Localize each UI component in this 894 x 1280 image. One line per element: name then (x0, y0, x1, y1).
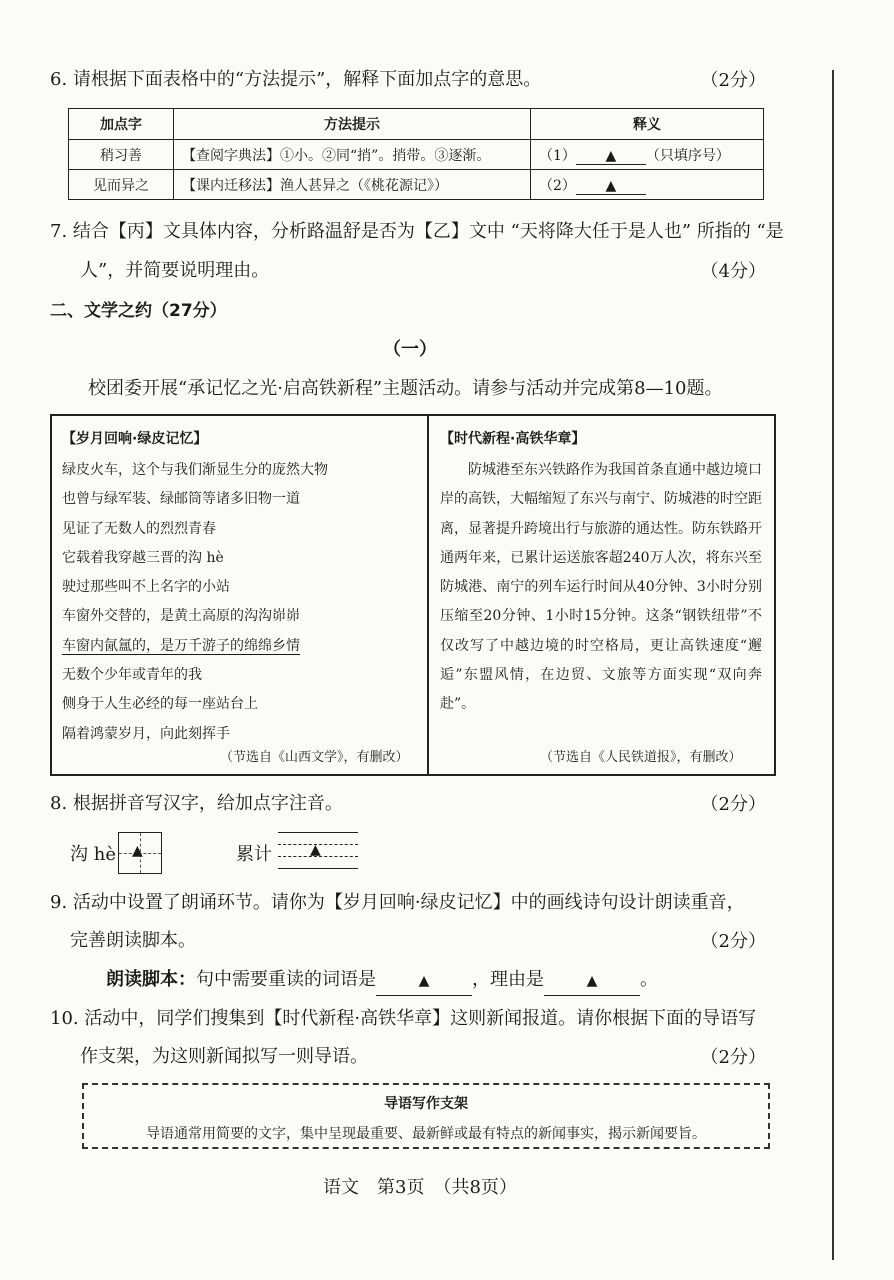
question-9-score: （2分） (700, 931, 766, 952)
question-8-score: （2分） (700, 794, 766, 815)
pinyin-item: 沟 hè (70, 844, 116, 865)
box-divider (427, 416, 429, 774)
method-hint: 【查阅字典法】①小。②同“捎”。捎带。③逐渐。 (174, 140, 531, 170)
question-9-line1: 9. 活动中设置了朗诵环节。请你为【岁月回响·绿皮记忆】中的画线诗句设计朗读重音， (50, 892, 745, 913)
question-6-table (68, 108, 764, 200)
answer-blank[interactable]: ▲ (576, 178, 646, 195)
section-intro: 校团委开展“承记忆之光·启高铁新程”主题活动。请参与活动并完成第8—10题。 (88, 378, 723, 399)
script-end: 。 (640, 969, 658, 990)
question-10-line1: 10. 活动中，同学们搜集到【时代新程·高铁华章】这则新闻报道。请你根据下面的导语写 (50, 1008, 757, 1029)
answer-cell (531, 170, 764, 200)
reading-script (106, 966, 658, 996)
script-text: ，理由是 (472, 969, 544, 990)
scaffold-text: 导语通常用简要的文字，集中呈现最重要、最新鲜或最有特点的新闻事实，揭示新闻要旨。 (146, 1126, 706, 1142)
page-binding-line (832, 70, 834, 1260)
section-sub-title: （一） (383, 339, 437, 360)
script-label: 朗读脚本： (106, 969, 196, 990)
question-7-score: （4分） (700, 261, 766, 282)
answer-cell (531, 140, 764, 170)
page-footer: 语文 第3页 （共8页） (323, 1177, 517, 1198)
question-10-score: （2分） (700, 1047, 766, 1068)
lead-writing-scaffold (82, 1083, 770, 1149)
poem-line: 车窗内氤氲的，是万千游子的绵绵乡情 (62, 637, 300, 654)
poem-line: 见证了无数人的烈烈青春 (62, 520, 216, 537)
dotted-word: 见而异之 (69, 170, 174, 200)
scaffold-title: 导语写作支架 (384, 1096, 468, 1112)
panel-left-source: （节选自《山西文学》，有删改） (220, 750, 409, 765)
answer-prefix: （2） (539, 177, 576, 194)
table-row (69, 140, 764, 170)
pinyin-lines[interactable] (278, 832, 358, 870)
panel-left (62, 426, 417, 749)
material-box (50, 414, 776, 776)
method-hint: 【课内迁移法】渔人甚异之（《桃花源记》） (174, 170, 531, 200)
panel-right (440, 426, 762, 720)
poem-line: 车窗外交替的，是黄土高原的沟沟峁峁 (62, 608, 300, 625)
table-header: 加点字 (69, 109, 174, 140)
question-9-line2: 完善朗读脚本。 (70, 930, 196, 951)
poem-line: 也曾与绿军装、绿邮筒等诸多旧物一道 (62, 491, 300, 508)
question-6-text: 6. 请根据下面表格中的“方法提示”，解释下面加点字的意思。 (50, 69, 542, 90)
section-title: 二、文学之约（27分） (50, 301, 227, 321)
triangle-icon: ▲ (310, 842, 321, 858)
question-6-score: （2分） (700, 70, 766, 91)
poem-line: 它载着我穿越三晋的沟 hè (62, 549, 224, 566)
panel-right-source: （节选自《人民铁道报》，有删改） (540, 750, 742, 765)
poem-line: 隔着鸿蒙岁月，向此刻挥手 (62, 725, 230, 742)
answer-blank[interactable]: ▲ (576, 148, 646, 165)
news-text: 防城港至东兴铁路作为我国首条直通中越边境口岸的高铁，大幅缩短了东兴与南宁、防城港的时空距离，显著提升跨境出行与旅游的通达性。防东铁路开通两年来，已累计运送旅客超240万人次，将东兴至防城港、南宁的列车运行时间从40分钟、3小时分别压缩至20分钟、1小时15分钟。这条“钢铁纽带”不仅改写了中越边境的时空格局，更让高铁速度“邂逅”东盟风情，在边贸、文旅等方面实现“双向奔赴”。 (440, 462, 762, 713)
question-7-line1: 7. 结合【丙】文具体内容，分析路温舒是否为【乙】文中 “天将降大任于是人也” 所指的 “是 (50, 221, 784, 242)
panel-left-title: 【岁月回响·绿皮记忆】 (62, 431, 208, 447)
poem-lines (62, 456, 417, 749)
answer-prefix: （1） (539, 147, 576, 164)
panel-right-title: 【时代新程·高铁华章】 (440, 431, 586, 447)
answer-suffix: （只填序号） (645, 147, 730, 164)
triangle-icon: ▲ (132, 843, 143, 859)
answer-blank[interactable]: ▲ (544, 967, 640, 996)
character-grid[interactable] (118, 832, 162, 874)
poem-line: 无数个少年或青年的我 (62, 667, 202, 684)
answer-blank[interactable]: ▲ (376, 967, 472, 996)
poem-line: 侧身于人生必经的每一座站台上 (62, 696, 258, 713)
question-7-line2: 人”，并简要说明理由。 (80, 260, 270, 281)
dotted-word: 稍习善 (69, 140, 174, 170)
question-10-line2: 作支架，为这则新闻拟写一则导语。 (80, 1046, 368, 1067)
table-header: 释义 (531, 109, 764, 140)
phonetic-item: 累计 (236, 844, 272, 865)
table-header: 方法提示 (174, 109, 531, 140)
table-row (69, 170, 764, 200)
question-8-text: 8. 根据拼音写汉字，给加点字注音。 (50, 793, 343, 814)
script-text: 句中需要重读的词语是 (196, 969, 376, 990)
poem-line: 驶过那些叫不上名字的小站 (62, 579, 230, 596)
poem-line: 绿皮火车，这个与我们渐显生分的庞然大物 (62, 462, 328, 478)
